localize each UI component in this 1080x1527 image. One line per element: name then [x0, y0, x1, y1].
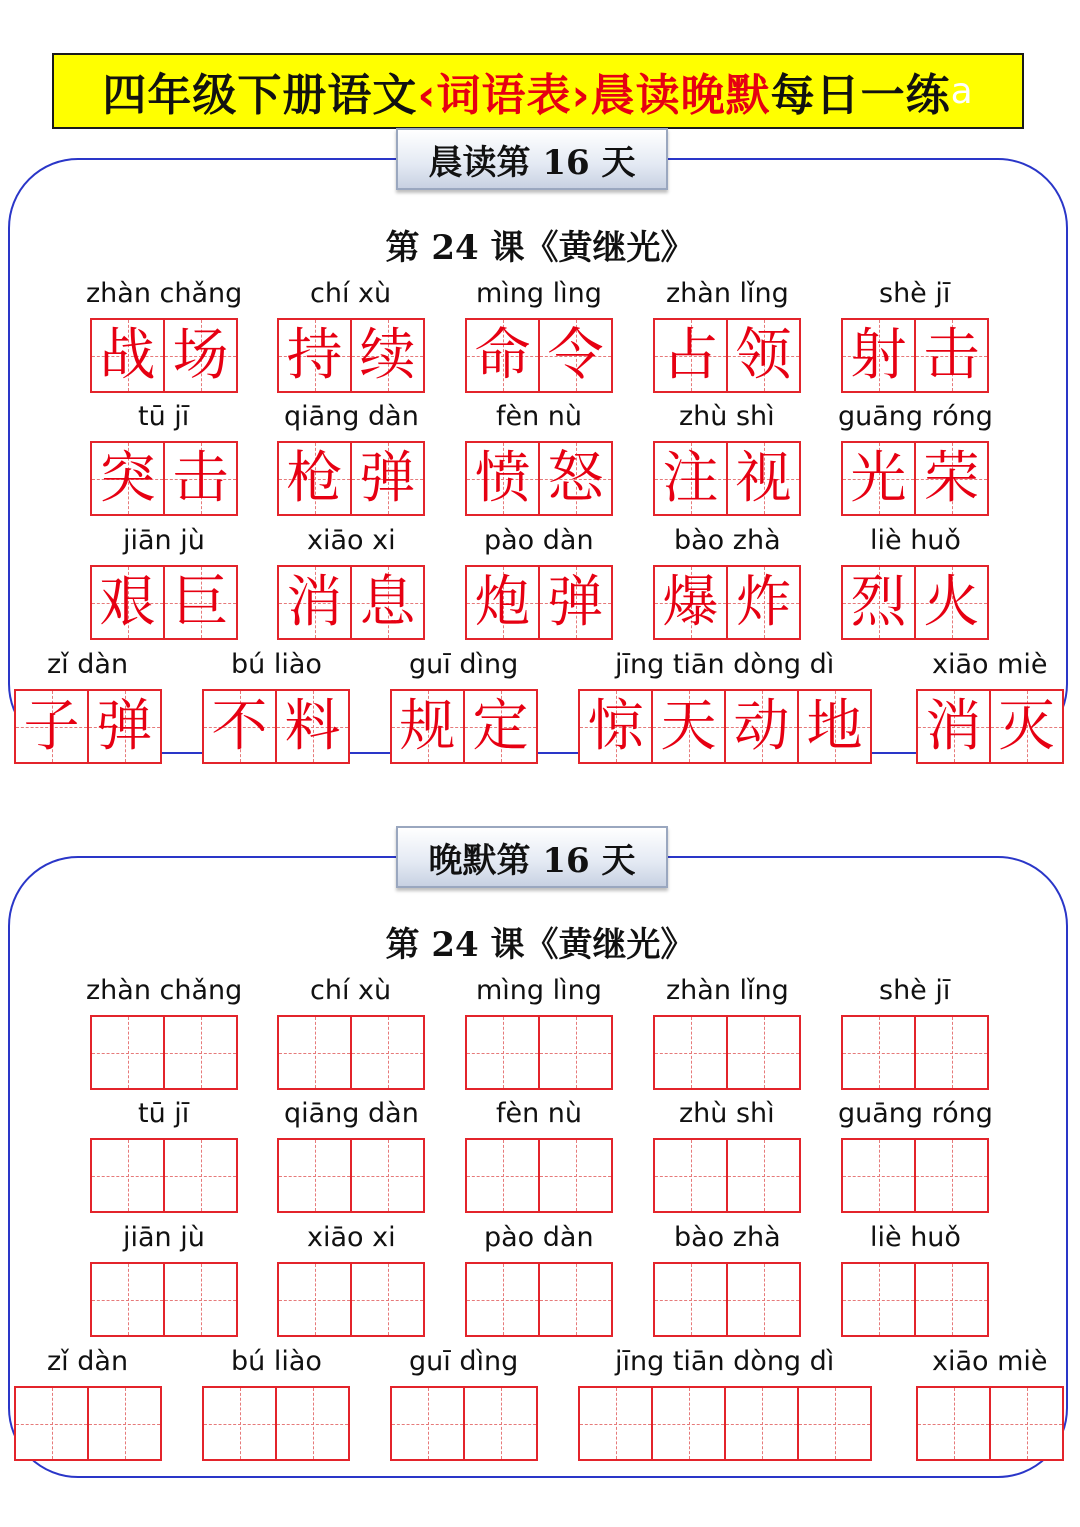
writing-grid-cell[interactable] [90, 1138, 165, 1213]
writing-grid-cell[interactable] [277, 1015, 352, 1090]
hanzi-character [655, 1140, 726, 1211]
pinyin-label: tū jī [138, 1098, 190, 1129]
pinyin-label: jīng tiān dòng dì [615, 649, 835, 680]
pinyin-label: fèn nù [496, 401, 583, 432]
hanzi-character [92, 1264, 163, 1335]
writing-grid-cell[interactable] [914, 1138, 989, 1213]
pinyin-label: zhàn lǐng [666, 975, 789, 1006]
pinyin-label: guī dìng [409, 1346, 519, 1377]
hanzi-character: 光 [850, 445, 907, 511]
pinyin-label: mìng lìng [476, 278, 602, 309]
hanzi-character: 定 [472, 693, 529, 759]
hanzi-character [580, 1388, 651, 1459]
morning-word-4-2 [202, 649, 350, 767]
character-grid-cell [916, 689, 991, 764]
hanzi-character [352, 1140, 423, 1211]
writing-grid-cell[interactable] [726, 1138, 801, 1213]
character-grid-cell [277, 565, 352, 640]
writing-grid-cell[interactable] [653, 1138, 728, 1213]
hanzi-character: 动 [733, 693, 790, 759]
hanzi-character [165, 1140, 236, 1211]
hanzi-character: 天 [660, 693, 717, 759]
writing-grid-cell[interactable] [350, 1138, 425, 1213]
morning-word-3-1 [90, 525, 238, 643]
morning-word-1-3 [465, 278, 613, 396]
hanzi-character: 规 [399, 693, 456, 759]
hanzi-character [655, 1017, 726, 1088]
pinyin-label: zhàn chǎng [86, 278, 243, 309]
pinyin-label: xiāo xi [307, 525, 396, 556]
hanzi-character [392, 1388, 463, 1459]
hanzi-character: 炮 [474, 569, 531, 635]
character-grid-cell [724, 689, 799, 764]
hanzi-character [16, 1388, 87, 1459]
evening-word-1-5 [841, 975, 989, 1093]
hanzi-character: 领 [735, 322, 792, 388]
pinyin-label: chí xù [310, 278, 392, 309]
writing-grid-cell[interactable] [538, 1138, 613, 1213]
hanzi-character [89, 1388, 160, 1459]
morning-word-4-1 [14, 649, 162, 767]
hanzi-character: 消 [286, 569, 343, 635]
hanzi-character: 烈 [850, 569, 907, 635]
morning-word-2-1 [90, 401, 238, 519]
morning-word-2-3 [465, 401, 613, 519]
hanzi-character [540, 1017, 611, 1088]
pinyin-label: chí xù [310, 975, 392, 1006]
evening-word-4-5 [916, 1346, 1064, 1464]
writing-grid-cell[interactable] [163, 1138, 238, 1213]
pinyin-label: pào dàn [484, 1222, 594, 1253]
writing-grid-cell[interactable] [914, 1262, 989, 1337]
morning-day-tab: 晨读第 16 天 [396, 128, 668, 190]
writing-grid-cell[interactable] [841, 1262, 916, 1337]
character-grid-cell [726, 565, 801, 640]
writing-grid-cell[interactable] [350, 1262, 425, 1337]
hanzi-character: 持 [286, 322, 343, 388]
writing-grid-cell[interactable] [163, 1015, 238, 1090]
writing-grid-cell[interactable] [841, 1138, 916, 1213]
character-grid-cell [989, 689, 1064, 764]
pinyin-label: bú liào [231, 1346, 322, 1377]
evening-word-4-4 [578, 1346, 872, 1464]
pinyin-label: zhù shì [679, 1098, 775, 1129]
evening-word-1-3 [465, 975, 613, 1093]
pinyin-label: jiān jù [123, 1222, 205, 1253]
character-grid-cell [90, 441, 165, 516]
writing-grid-cell[interactable] [163, 1262, 238, 1337]
morning-word-3-3 [465, 525, 613, 643]
banner-text-grade: 四年级下册语文 [102, 70, 418, 121]
character-grid-cell [163, 318, 238, 393]
evening-word-2-4 [653, 1098, 801, 1216]
hanzi-character: 击 [923, 322, 980, 388]
character-grid-cell [465, 318, 540, 393]
hanzi-character [728, 1017, 799, 1088]
hanzi-character: 火 [923, 569, 980, 635]
character-grid-cell [90, 565, 165, 640]
pinyin-label: jīng tiān dòng dì [615, 1346, 835, 1377]
pinyin-label: tū jī [138, 401, 190, 432]
writing-grid-cell[interactable] [797, 1386, 872, 1461]
character-grid-cell [277, 318, 352, 393]
writing-grid-cell[interactable] [578, 1386, 653, 1461]
hanzi-character [916, 1017, 987, 1088]
pinyin-label: shè jī [879, 975, 951, 1006]
character-grid-cell [390, 689, 465, 764]
writing-grid-cell[interactable] [87, 1386, 162, 1461]
hanzi-character [165, 1264, 236, 1335]
writing-grid-cell[interactable] [202, 1386, 277, 1461]
hanzi-character: 弹 [96, 693, 153, 759]
evening-word-4-1 [14, 1346, 162, 1464]
evening-word-2-2 [277, 1098, 425, 1216]
hanzi-character [653, 1388, 724, 1459]
writing-grid-cell[interactable] [277, 1138, 352, 1213]
writing-grid-cell[interactable] [841, 1015, 916, 1090]
hanzi-character: 场 [172, 322, 229, 388]
evening-word-1-4 [653, 975, 801, 1093]
writing-grid-cell[interactable] [653, 1262, 728, 1337]
writing-grid-cell[interactable] [989, 1386, 1064, 1461]
writing-grid-cell[interactable] [465, 1262, 540, 1337]
character-grid-cell [202, 689, 277, 764]
evening-word-3-1 [90, 1222, 238, 1340]
pinyin-label: xiāo miè [932, 1346, 1048, 1377]
hanzi-character: 枪 [286, 445, 343, 511]
evening-lesson-title: 第 24 课《黄继光》 [385, 925, 695, 965]
hanzi-character [352, 1017, 423, 1088]
banner-text-daily: 每日一练 [770, 70, 951, 121]
evening-word-1-1 [86, 975, 243, 1093]
hanzi-character: 命 [474, 322, 531, 388]
hanzi-character: 战 [99, 322, 156, 388]
character-grid-cell [914, 565, 989, 640]
hanzi-character: 弹 [359, 445, 416, 511]
hanzi-character [467, 1017, 538, 1088]
pinyin-label: zǐ dàn [47, 1346, 129, 1377]
pinyin-label: zhàn chǎng [86, 975, 243, 1006]
evening-day-tab: 晚默第 16 天 [396, 826, 668, 888]
hanzi-character [655, 1264, 726, 1335]
character-grid-cell [841, 318, 916, 393]
pinyin-label: bú liào [231, 649, 322, 680]
hanzi-character [277, 1388, 348, 1459]
writing-grid-cell[interactable] [277, 1262, 352, 1337]
morning-word-4-5 [916, 649, 1064, 767]
hanzi-character [916, 1140, 987, 1211]
character-grid-cell [350, 565, 425, 640]
character-grid-cell [14, 689, 89, 764]
writing-grid-cell[interactable] [916, 1386, 991, 1461]
character-grid-cell [653, 565, 728, 640]
pinyin-label: guī dìng [409, 649, 519, 680]
hanzi-character [728, 1140, 799, 1211]
evening-word-3-2 [277, 1222, 425, 1340]
writing-grid-cell[interactable] [538, 1015, 613, 1090]
evening-word-4-2 [202, 1346, 350, 1464]
pinyin-label: jiān jù [123, 525, 205, 556]
morning-word-3-4 [653, 525, 801, 643]
character-grid-cell [538, 318, 613, 393]
hanzi-character: 消 [925, 693, 982, 759]
hanzi-character: 料 [284, 693, 341, 759]
writing-grid-cell[interactable] [538, 1262, 613, 1337]
character-grid-cell [87, 689, 162, 764]
hanzi-character: 巨 [172, 569, 229, 635]
hanzi-character [92, 1140, 163, 1211]
hanzi-character [279, 1264, 350, 1335]
writing-grid-cell[interactable] [350, 1015, 425, 1090]
pinyin-label: guāng róng [838, 401, 993, 432]
pinyin-label: mìng lìng [476, 975, 602, 1006]
character-grid-cell [578, 689, 653, 764]
morning-word-3-2 [277, 525, 425, 643]
pinyin-label: zhù shì [679, 401, 775, 432]
character-grid-cell [465, 441, 540, 516]
hanzi-character [991, 1388, 1062, 1459]
banner-mark: a [950, 70, 974, 112]
page-banner [52, 53, 1024, 129]
hanzi-character [728, 1264, 799, 1335]
hanzi-character: 灭 [998, 693, 1055, 759]
hanzi-character: 怒 [547, 445, 604, 511]
hanzi-character [916, 1264, 987, 1335]
pinyin-label: bào zhà [674, 525, 781, 556]
evening-word-2-1 [90, 1098, 238, 1216]
hanzi-character: 息 [359, 569, 416, 635]
character-grid-cell [841, 441, 916, 516]
morning-word-1-4 [653, 278, 801, 396]
character-grid-cell [797, 689, 872, 764]
hanzi-character [918, 1388, 989, 1459]
pinyin-label: qiāng dàn [284, 401, 419, 432]
character-grid-cell [465, 565, 540, 640]
hanzi-character [279, 1017, 350, 1088]
writing-grid-cell[interactable] [90, 1262, 165, 1337]
evening-word-1-2 [277, 975, 425, 1093]
character-grid-cell [651, 689, 726, 764]
hanzi-character [726, 1388, 797, 1459]
evening-word-3-4 [653, 1222, 801, 1340]
hanzi-character: 弹 [547, 569, 604, 635]
hanzi-character [799, 1388, 870, 1459]
hanzi-character [467, 1264, 538, 1335]
morning-word-2-2 [277, 401, 425, 519]
hanzi-character: 惊 [587, 693, 644, 759]
character-grid-cell [653, 318, 728, 393]
evening-word-4-3 [390, 1346, 538, 1464]
morning-word-1-1 [86, 278, 243, 396]
pinyin-label: xiāo xi [307, 1222, 396, 1253]
pinyin-label: pào dàn [484, 525, 594, 556]
hanzi-character [540, 1140, 611, 1211]
morning-word-2-5 [838, 401, 993, 519]
pinyin-label: fèn nù [496, 1098, 583, 1129]
hanzi-character: 突 [99, 445, 156, 511]
character-grid-cell [163, 441, 238, 516]
pinyin-label: guāng róng [838, 1098, 993, 1129]
writing-grid-cell[interactable] [726, 1262, 801, 1337]
writing-grid-cell[interactable] [275, 1386, 350, 1461]
pinyin-label: zǐ dàn [47, 649, 129, 680]
pinyin-label: shè jī [879, 278, 951, 309]
evening-word-2-3 [465, 1098, 613, 1216]
hanzi-character: 爆 [662, 569, 719, 635]
pinyin-label: zhàn lǐng [666, 278, 789, 309]
morning-word-2-4 [653, 401, 801, 519]
morning-word-4-3 [390, 649, 538, 767]
writing-grid-cell[interactable] [390, 1386, 465, 1461]
banner-text-wordlist: ‹词语表›晨读晚默 [417, 70, 771, 121]
hanzi-character [465, 1388, 536, 1459]
hanzi-character [843, 1264, 914, 1335]
character-grid-cell [914, 318, 989, 393]
character-grid-cell [350, 441, 425, 516]
morning-word-1-5 [841, 278, 989, 396]
writing-grid-cell[interactable] [724, 1386, 799, 1461]
character-grid-cell [163, 565, 238, 640]
hanzi-character: 炸 [735, 569, 792, 635]
pinyin-label: qiāng dàn [284, 1098, 419, 1129]
hanzi-character: 艰 [99, 569, 156, 635]
character-grid-cell [841, 565, 916, 640]
hanzi-character: 令 [547, 322, 604, 388]
character-grid-cell [726, 318, 801, 393]
hanzi-character [279, 1140, 350, 1211]
hanzi-character: 占 [662, 322, 719, 388]
hanzi-character [843, 1140, 914, 1211]
writing-grid-cell[interactable] [914, 1015, 989, 1090]
evening-word-3-5 [841, 1222, 989, 1340]
character-grid-cell [463, 689, 538, 764]
morning-word-4-4 [578, 649, 872, 767]
evening-word-3-3 [465, 1222, 613, 1340]
hanzi-character [165, 1017, 236, 1088]
hanzi-character: 愤 [474, 445, 531, 511]
character-grid-cell [277, 441, 352, 516]
morning-word-3-5 [841, 525, 989, 643]
hanzi-character [92, 1017, 163, 1088]
hanzi-character: 视 [735, 445, 792, 511]
writing-grid-cell[interactable] [653, 1015, 728, 1090]
pinyin-label: xiāo miè [932, 649, 1048, 680]
hanzi-character: 注 [662, 445, 719, 511]
character-grid-cell [538, 441, 613, 516]
morning-word-1-2 [277, 278, 425, 396]
character-grid-cell [350, 318, 425, 393]
writing-grid-cell[interactable] [14, 1386, 89, 1461]
pinyin-label: bào zhà [674, 1222, 781, 1253]
hanzi-character: 射 [850, 322, 907, 388]
hanzi-character: 地 [806, 693, 863, 759]
hanzi-character: 荣 [923, 445, 980, 511]
writing-grid-cell[interactable] [463, 1386, 538, 1461]
hanzi-character: 不 [211, 693, 268, 759]
character-grid-cell [538, 565, 613, 640]
pinyin-label: liè huǒ [870, 1222, 961, 1253]
writing-grid-cell[interactable] [651, 1386, 726, 1461]
writing-grid-cell[interactable] [465, 1015, 540, 1090]
character-grid-cell [914, 441, 989, 516]
pinyin-label: liè huǒ [870, 525, 961, 556]
hanzi-character: 子 [23, 693, 80, 759]
character-grid-cell [726, 441, 801, 516]
hanzi-character [204, 1388, 275, 1459]
character-grid-cell [275, 689, 350, 764]
character-grid-cell [653, 441, 728, 516]
writing-grid-cell[interactable] [726, 1015, 801, 1090]
writing-grid-cell[interactable] [90, 1015, 165, 1090]
hanzi-character: 续 [359, 322, 416, 388]
hanzi-character [540, 1264, 611, 1335]
character-grid-cell [90, 318, 165, 393]
evening-word-2-5 [838, 1098, 993, 1216]
hanzi-character [352, 1264, 423, 1335]
morning-lesson-title: 第 24 课《黄继光》 [385, 228, 695, 268]
hanzi-character: 击 [172, 445, 229, 511]
writing-grid-cell[interactable] [465, 1138, 540, 1213]
hanzi-character [467, 1140, 538, 1211]
hanzi-character [843, 1017, 914, 1088]
